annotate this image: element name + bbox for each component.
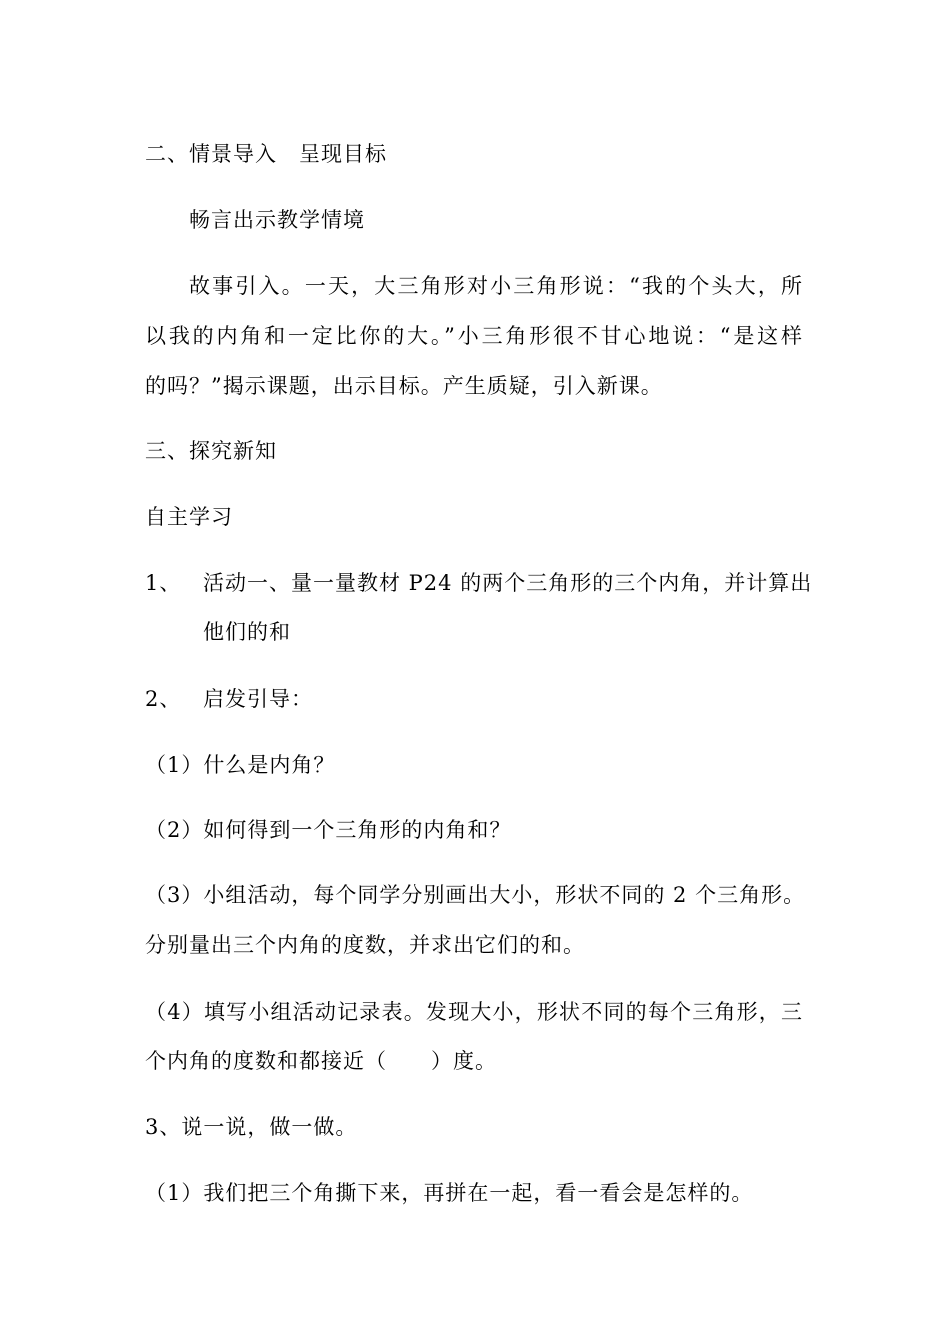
question-4-line-2: 个内角的度数和都接近（ ）度。 [145, 1049, 497, 1073]
list-item-1-line-2: 他们的和 [203, 620, 291, 644]
section-heading-2: 二、情景导入 呈现目标 [145, 142, 387, 166]
story-paragraph-line-2: 以我的内角和一定比你的大。”小三角形很不甘心地说：“是这样 [145, 324, 803, 348]
question-3-line-1: （3）小组活动，每个同学分别画出大小，形状不同的 2 个三角形。 [145, 883, 806, 907]
list-item-1-line-1: 活动一、量一量教材 P24 的两个三角形的三个内角，并计算出 [203, 571, 813, 595]
question-4-line-1: （4）填写小组活动记录表。发现大小，形状不同的每个三角形，三 [145, 1000, 803, 1024]
story-paragraph-line-1: 故事引入。一天，大三角形对小三角形说：“我的个头大，所 [189, 274, 803, 298]
story-paragraph-line-3: 的吗？”揭示课题，出示目标。产生质疑，引入新课。 [145, 374, 663, 398]
list-item-3-question-1: （1）我们把三个角撕下来，再拼在一起，看一看会是怎样的。 [145, 1181, 754, 1205]
list-number-1: 1、 [145, 571, 182, 595]
question-3-line-2: 分别量出三个内角的度数，并求出它们的和。 [145, 933, 585, 957]
list-item-2-text: 启发引导： [203, 687, 313, 711]
section-heading-3: 三、探究新知 [145, 439, 277, 463]
subheading-teaching-situation: 畅言出示教学情境 [189, 208, 365, 232]
list-item-3: 3、说一说，做一做。 [145, 1115, 358, 1139]
question-2: （2）如何得到一个三角形的内角和？ [145, 818, 512, 842]
question-1: （1）什么是内角？ [145, 753, 336, 777]
list-number-2: 2、 [145, 687, 182, 711]
subheading-self-study: 自主学习 [145, 505, 233, 529]
